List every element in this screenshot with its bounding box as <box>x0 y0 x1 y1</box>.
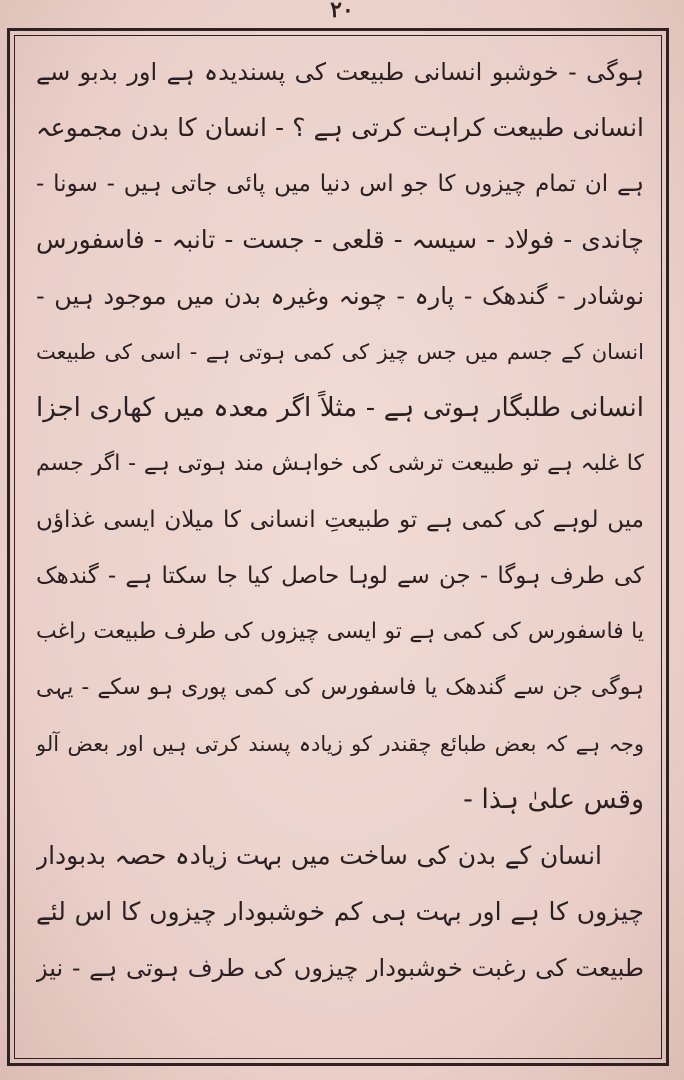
text-line: انسان کے بدن کی ساخت میں بہت زیادہ حصہ بدبودار <box>36 841 602 870</box>
text-line: یا فاسفورس کی کمی ہے تو ایسی چیزوں کی طرف طبیعت راغب <box>36 619 644 644</box>
text-line: وقس علیٰ ہذا - <box>463 784 644 815</box>
text-line: ہے ان تمام چیزوں کا جو اس دنیا میں پائی جاتی ہیں - سونا - <box>36 171 644 197</box>
text-line: انسانی طلبگار ہوتی ہے - مثلاً اگر معدہ میں کھاری اجزا <box>36 393 644 423</box>
text-line: ہوگی جن سے گندھک یا فاسفورس کی کمی پوری ہو سکے - یہی <box>36 675 644 700</box>
text-line: ہوگی - خوشبو انسانی طبیعت کی پسندیدہ ہے اور بدبو سے <box>36 58 644 86</box>
page-number: ۲۰ <box>330 0 354 23</box>
text-line: انسانی طبیعت کراہت کرتی ہے ؟ - انسان کا بدن مجموعہ <box>36 113 644 142</box>
text-line: کی طرف ہوگا - جن سے لوہا حاصل کیا جا سکتا ہے - گندھک <box>36 563 644 589</box>
text-line: وجہ ہے کہ بعض طبائع چقندر کو زیادہ پسند کرتی ہیں اور بعض آلو <box>36 732 644 756</box>
text-line: طبیعت کی رغبت خوشبودار چیزوں کی طرف ہوتی ہے - نیز <box>36 954 644 982</box>
text-line: کا غلبہ ہے تو طبیعت ترشی کی خواہش مند ہوتی ہے - اگر جسم <box>36 451 644 476</box>
paragraph-2 <box>36 828 644 996</box>
body-text <box>36 44 644 996</box>
text-line: میں لوہے کی کمی ہے تو طبیعتِ انسانی کا میلان ایسی غذاؤں <box>36 507 644 533</box>
text-line: نوشادر - گندھک - پارہ - چونہ وغیرہ بدن میں موجود ہیں - <box>36 282 644 310</box>
text-line: انسان کے جسم میں جس چیز کی کمی ہوتی ہے - اسی کی طبیعت <box>36 340 644 364</box>
text-line: چاندی - فولاد - سیسہ - قلعی - جست - تانبہ - فاسفورس <box>36 225 644 254</box>
paragraph-1 <box>36 44 644 828</box>
text-line: چیزوں کا ہے اور بہت ہی کم خوشبودار چیزوں کا اس لئے <box>36 897 644 926</box>
